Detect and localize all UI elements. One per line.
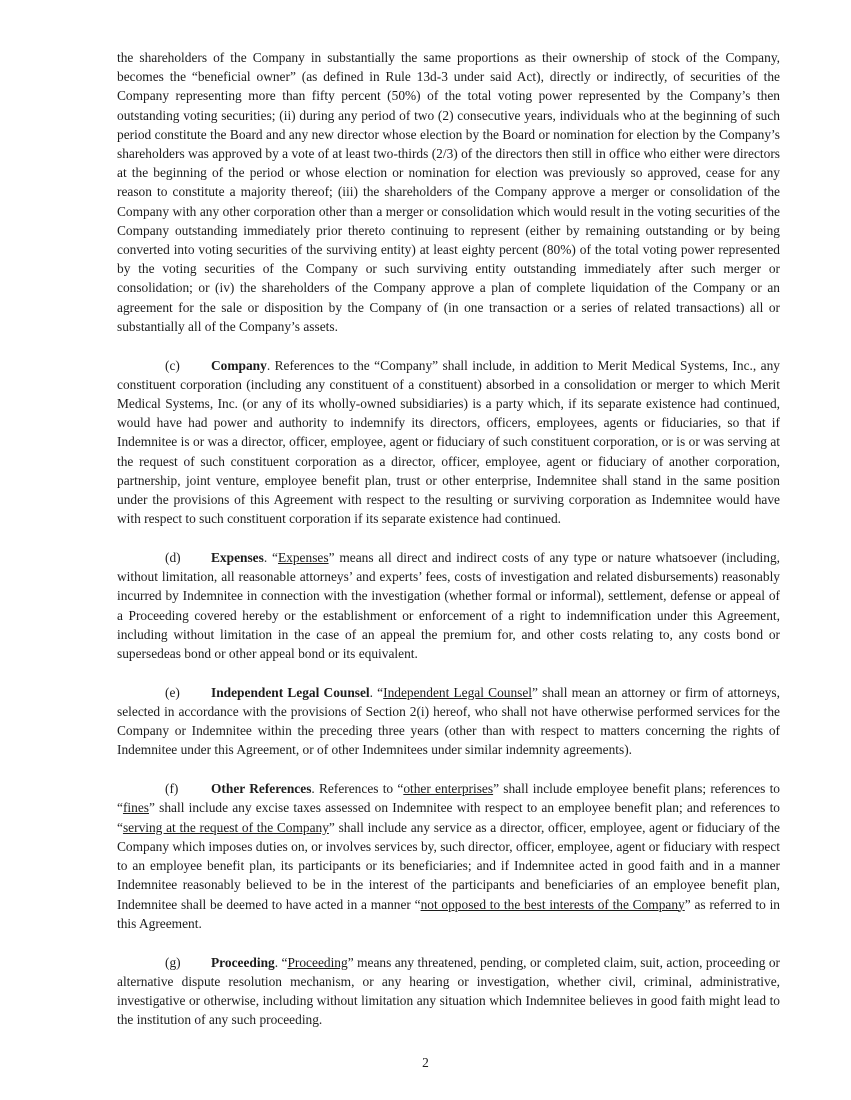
section-e-title: Independent Legal Counsel bbox=[211, 684, 370, 700]
section-g-title: Proceeding bbox=[211, 954, 275, 970]
section-g-number: (g) bbox=[165, 954, 181, 970]
section-e-number: (e) bbox=[165, 684, 180, 700]
section-f-text-2: ” shall include employee benefit plans; references to “ bbox=[117, 781, 780, 816]
intro-paragraph bbox=[117, 48, 780, 336]
document-page bbox=[117, 48, 780, 1029]
section-d-title: Expenses bbox=[211, 550, 264, 566]
section-e-text-1: . “ bbox=[369, 684, 384, 700]
section-g-text-2: ” means any threatened, pending, or completed claim, suit, action, proceeding or alternative dispute resolution mechanism, or any hearing or investigation, whether civil, criminal, administrative, investigative or otherwise, including without limitation any situation which Indemnitee believes in good faith might lead to the institution of any such proceeding. bbox=[117, 954, 781, 1028]
section-c-company bbox=[117, 356, 780, 529]
defined-term-serving-at-request: serving at the request of the Company bbox=[122, 819, 329, 835]
defined-term-proceeding: Proceeding bbox=[287, 954, 348, 970]
defined-term-expenses: Expenses bbox=[277, 550, 329, 566]
defined-term-other-enterprises: other enterprises bbox=[403, 781, 494, 797]
section-f-number: (f) bbox=[165, 781, 179, 797]
section-c-text: . References to the “Company” shall include, in addition to Merit Medical Systems, Inc., any constituent corporation (including any constituent of a constituent) absorbed in a consolidation or merger to which Merit Medical Systems, Inc. (or any of its wholly-owned subsidiaries) is a party which, if its separate existence had continued, would have had power and authority to indemnify its directors, officers, employees, agents or fiduciaries, so that if Indemnitee is or was a director, officer, employee, agent or fiduciary of such constituent corporation, or is or was serving at the request of such constituent corporation as a director, officer, employee, agent or fiduciary of another corporation, partnership, joint venture, employee benefit plan, trust or other enterprise, Indemnitee shall stand in the same position under the provisions of this Agreement with respect to the resulting or surviving corporation as Indemnitee would have with respect to such constituent corporation if its separate existence had continued. bbox=[117, 357, 780, 527]
section-d-text-1: . “ bbox=[263, 550, 278, 566]
section-d-expenses bbox=[117, 548, 780, 663]
section-f-text-1: . References to “ bbox=[311, 781, 404, 797]
section-f-text-5: ” as referred to in this Agreement. bbox=[117, 896, 781, 931]
page-number: 2 bbox=[422, 1055, 429, 1070]
defined-term-not-opposed: not opposed to the best interests of the Company bbox=[420, 896, 685, 912]
section-f-text-3: ” shall include any excise taxes assessed on Indemnitee with respect to an employee benefit plan; and references to “ bbox=[117, 800, 780, 835]
section-d-number: (d) bbox=[165, 550, 181, 566]
section-f-other-references bbox=[117, 779, 780, 933]
section-c-number: (c) bbox=[165, 357, 180, 373]
section-e-independent-legal-counsel bbox=[117, 683, 780, 760]
section-e-text-2: ” shall mean an attorney or firm of attorneys, selected in accordance with the provisions of Section 2(i) hereof, who shall not have otherwise performed services for the Company or Indemnitee within the preceding three years (other than with respect to matters concerning the rights of Indemnitee under this Agreement, or of other Indemnitees under similar indemnity agreements). bbox=[117, 684, 780, 758]
section-f-text-4: ” shall include any service as a director, officer, employee, agent or fiduciary of the Company which imposes duties on, or involves services by, such director, officer, employee, agent or fiduciary with respect to an employee benefit plan, its participants or its beneficiaries; and if Indemnitee acted in good faith and in a manner Indemnitee reasonably believed to be in the interest of the participants and beneficiaries of an employee benefit plan, Indemnitee shall be deemed to have acted in a manner “ bbox=[117, 819, 780, 912]
section-d-text-2: ” means all direct and indirect costs of any type or nature whatsoever (including, without limitation, all reasonable attorneys’ and experts’ fees, costs of investigation and related disbursements) reasonably incurred by Indemnitee in connection with the investigation (whether formal or informal), settlement, defense or appeal of a Proceeding covered hereby or the establishment or enforcement of a right to indemnification under this Agreement, including without limitation in the case of an appeal the premium for, and other costs relating to, any costs bond or supersedeas bond or other appeal bond or its equivalent. bbox=[117, 550, 781, 662]
section-c-title: Company bbox=[211, 357, 267, 373]
section-g-proceeding bbox=[117, 953, 780, 1030]
defined-term-fines: fines bbox=[122, 800, 149, 816]
intro-text: the shareholders of the Company in substantially the same proportions as their ownership of stock of the Company, becomes the “beneficial owner” (as defined in Rule 13d-3 under said Act), directly or indirectly, of securities of the Company representing more than fifty percent (50%) of the total voting power represented by the Company’s then outstanding voting securities; (ii) during any period of two (2) consecutive years, individuals who at the beginning of such period constitute the Board and any new director whose election by the Board or nomination for election by the Company’s shareholders was approved by a vote of at least two-thirds (2/3) of the directors then still in office who either were directors at the beginning of the period or whose election or nomination for election was previously so approved, cease for any reason to constitute a majority thereof; (iii) the shareholders of the Company approve a merger or consolidation of the Company with any other corporation other than a merger or consolidation which would result in the voting securities of the Company outstanding immediately prior thereto continuing to represent (either by remaining outstanding or by being converted into voting securities of the surviving entity) at least eighty percent (80%) of the total voting power represented by the voting securities of the Company or such surviving entity outstanding immediately after such merger or consolidation; or (iv) the shareholders of the Company approve a plan of complete liquidation of the Company or an agreement for the sale or disposition by the Company of (in one transaction or a series of related transactions) all or substantially all of the Company’s assets. bbox=[117, 50, 780, 334]
section-f-title: Other References bbox=[211, 781, 312, 797]
section-g-text-1: . “ bbox=[274, 954, 288, 970]
defined-term-independent-legal-counsel: Independent Legal Counsel bbox=[383, 684, 533, 700]
